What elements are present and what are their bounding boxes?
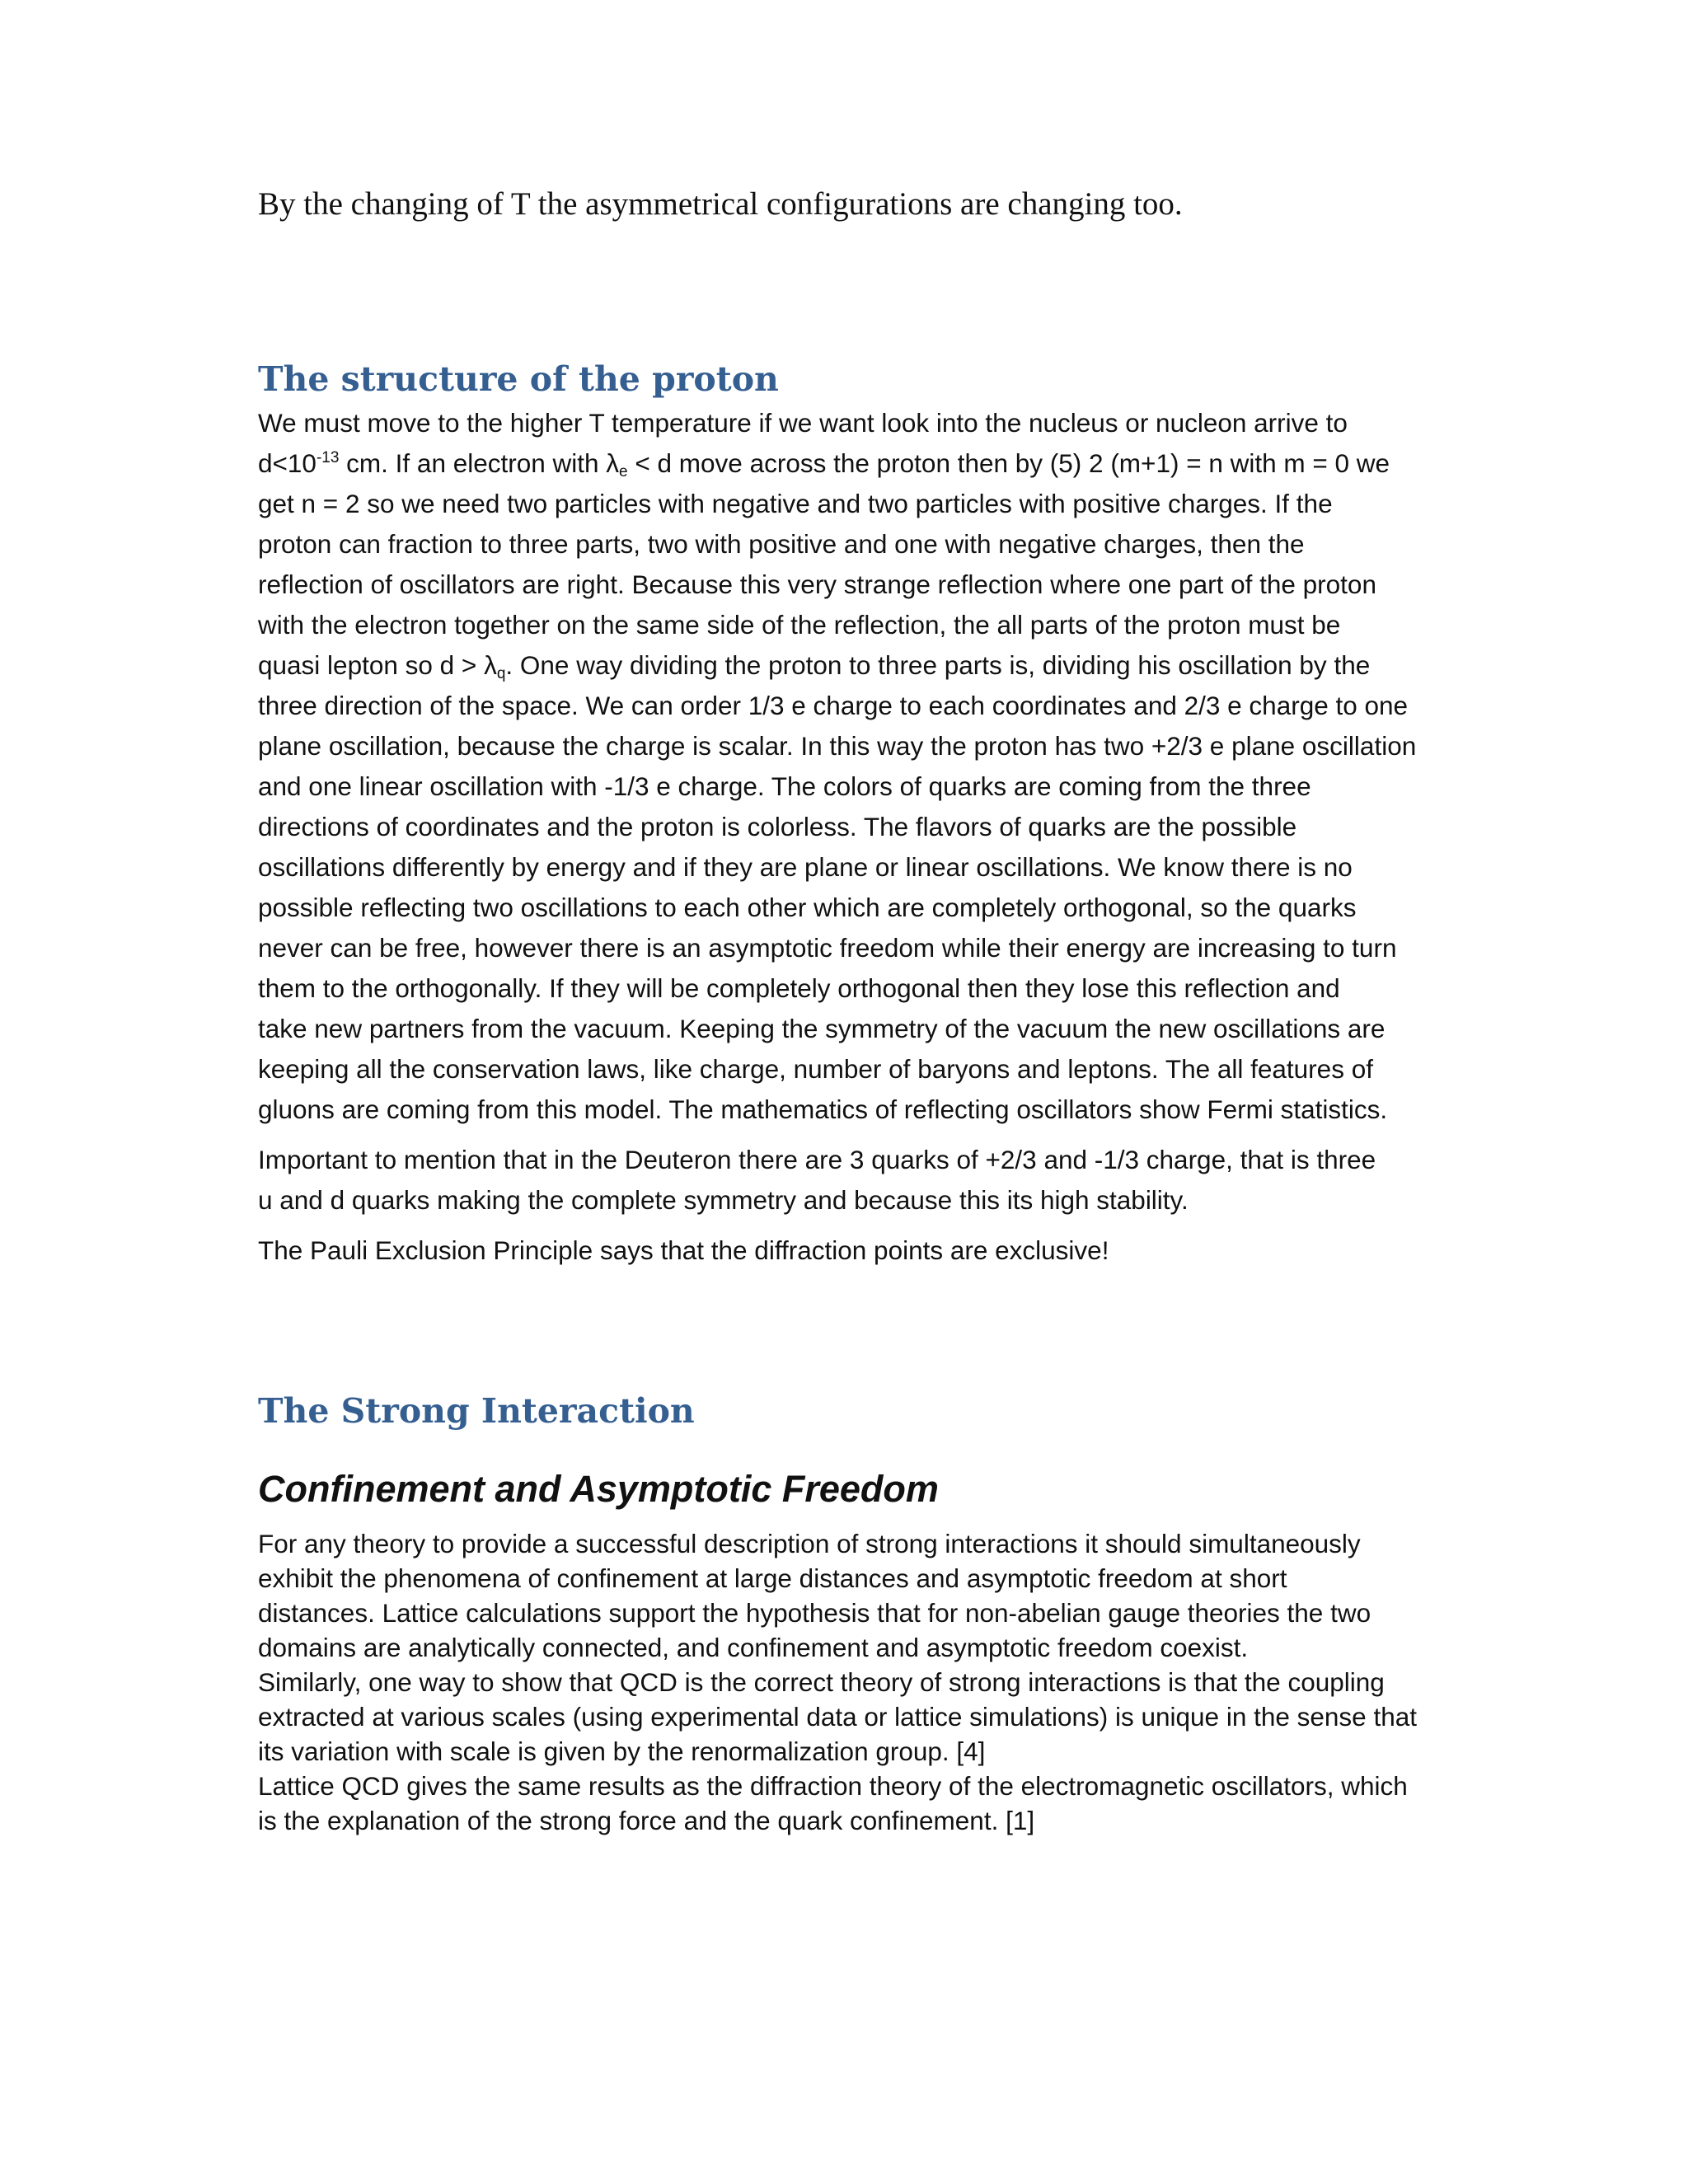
paragraph-line: plane oscillation, because the charge is scalar. In this way the proton has two +2/3 e plane oscillation xyxy=(258,731,1417,761)
paragraph-line: reflection of oscillators are right. Because this very strange reflection where one part of the proton xyxy=(258,569,1376,599)
paragraph-line: is the explanation of the strong force and the quark confinement. [1] xyxy=(258,1806,1035,1835)
text-run: cm. If an electron with λ xyxy=(339,448,620,478)
paragraph-line: domains are analytically connected, and confinement and asymptotic freedom coexist. xyxy=(258,1633,1249,1662)
paragraph-line: possible reflecting two oscillations to each other which are completely orthogonal, so the quarks xyxy=(258,893,1357,922)
text-run: quasi lepton so d > λ xyxy=(258,650,497,680)
exponent: -13 xyxy=(316,449,340,466)
intro-paragraph: By the changing of T the asymmetrical configurations are changing too. xyxy=(258,186,1183,222)
strong-section-heading: The Strong Interaction xyxy=(258,1391,695,1431)
paragraph-line: exhibit the phenomena of confinement at large distances and asymptotic freedom at short xyxy=(258,1563,1287,1593)
paragraph-line: oscillations differently by energy and if they are plane or linear oscillations. We know there is no xyxy=(258,852,1353,882)
text-run: d<10 xyxy=(258,448,316,478)
paragraph-line xyxy=(258,443,1437,484)
paragraph-line: three direction of the space. We can order 1/3 e charge to each coordinates and 2/3 e charge to one xyxy=(258,691,1409,720)
paragraph-line: directions of coordinates and the proton is colorless. The flavors of quarks are the possible xyxy=(258,812,1297,841)
paragraph-line: Important to mention that in the Deuteron there are 3 quarks of +2/3 and -1/3 charge, that is three xyxy=(258,1145,1376,1174)
strong-section-body xyxy=(258,1526,1437,1838)
proton-section-body xyxy=(258,403,1437,1271)
text-run: < d move across the proton then by (5) 2 (m+1) = n with m = 0 we xyxy=(627,448,1390,478)
paragraph-line: The Pauli Exclusion Principle says that the diffraction points are exclusive! xyxy=(258,1235,1109,1265)
subscript: e xyxy=(619,463,628,480)
paragraph-line: distances. Lattice calculations support the hypothesis that for non-abelian gauge theories the two xyxy=(258,1598,1372,1628)
paragraph-line: never can be free, however there is an asymptotic freedom while their energy are increasing to turn xyxy=(258,933,1397,963)
paragraph-line: its variation with scale is given by the renormalization group. [4] xyxy=(258,1736,986,1766)
paragraph-line: Lattice QCD gives the same results as the diffraction theory of the electromagnetic oscillators, which xyxy=(258,1771,1408,1801)
paragraph-line: and one linear oscillation with -1/3 e charge. The colors of quarks are coming from the three xyxy=(258,771,1311,801)
paragraph-line: gluons are coming from this model. The mathematics of reflecting oscillators show Fermi statistics. xyxy=(258,1094,1388,1124)
proton-section-heading: The structure of the proton xyxy=(258,359,779,399)
paragraph-line: u and d quarks making the complete symmetry and because this its high stability. xyxy=(258,1185,1189,1215)
paragraph-line: keeping all the conservation laws, like charge, number of baryons and leptons. The all features of xyxy=(258,1054,1373,1084)
text-run: . One way dividing the proton to three parts is, dividing his oscillation by the xyxy=(505,650,1371,680)
paragraph-line: For any theory to provide a successful description of strong interactions it should simultaneously xyxy=(258,1529,1361,1558)
paragraph-gap xyxy=(258,1221,1437,1230)
paragraph-line: them to the orthogonally. If they will be completely orthogonal then they lose this reflection and xyxy=(258,973,1340,1003)
subscript: q xyxy=(496,665,506,682)
paragraph-gap xyxy=(258,1130,1437,1140)
paragraph-line: Similarly, one way to show that QCD is the correct theory of strong interactions is that the coupling xyxy=(258,1667,1385,1697)
paragraph-line: take new partners from the vacuum. Keeping the symmetry of the vacuum the new oscillations are xyxy=(258,1014,1386,1043)
strong-section-subheading: Confinement and Asymptotic Freedom xyxy=(258,1468,939,1510)
paragraph-line: extracted at various scales (using experimental data or lattice simulations) is unique in the sense that xyxy=(258,1702,1417,1732)
paragraph-line xyxy=(258,645,1437,686)
paragraph-line: proton can fraction to three parts, two with positive and one with negative charges, then the xyxy=(258,529,1305,559)
paragraph-line: get n = 2 so we need two particles with negative and two particles with positive charges. If the xyxy=(258,489,1333,518)
paragraph-line: with the electron together on the same side of the reflection, the all parts of the proton must be xyxy=(258,610,1341,640)
paragraph-line: We must move to the higher T temperature if we want look into the nucleus or nucleon arrive to xyxy=(258,408,1348,438)
